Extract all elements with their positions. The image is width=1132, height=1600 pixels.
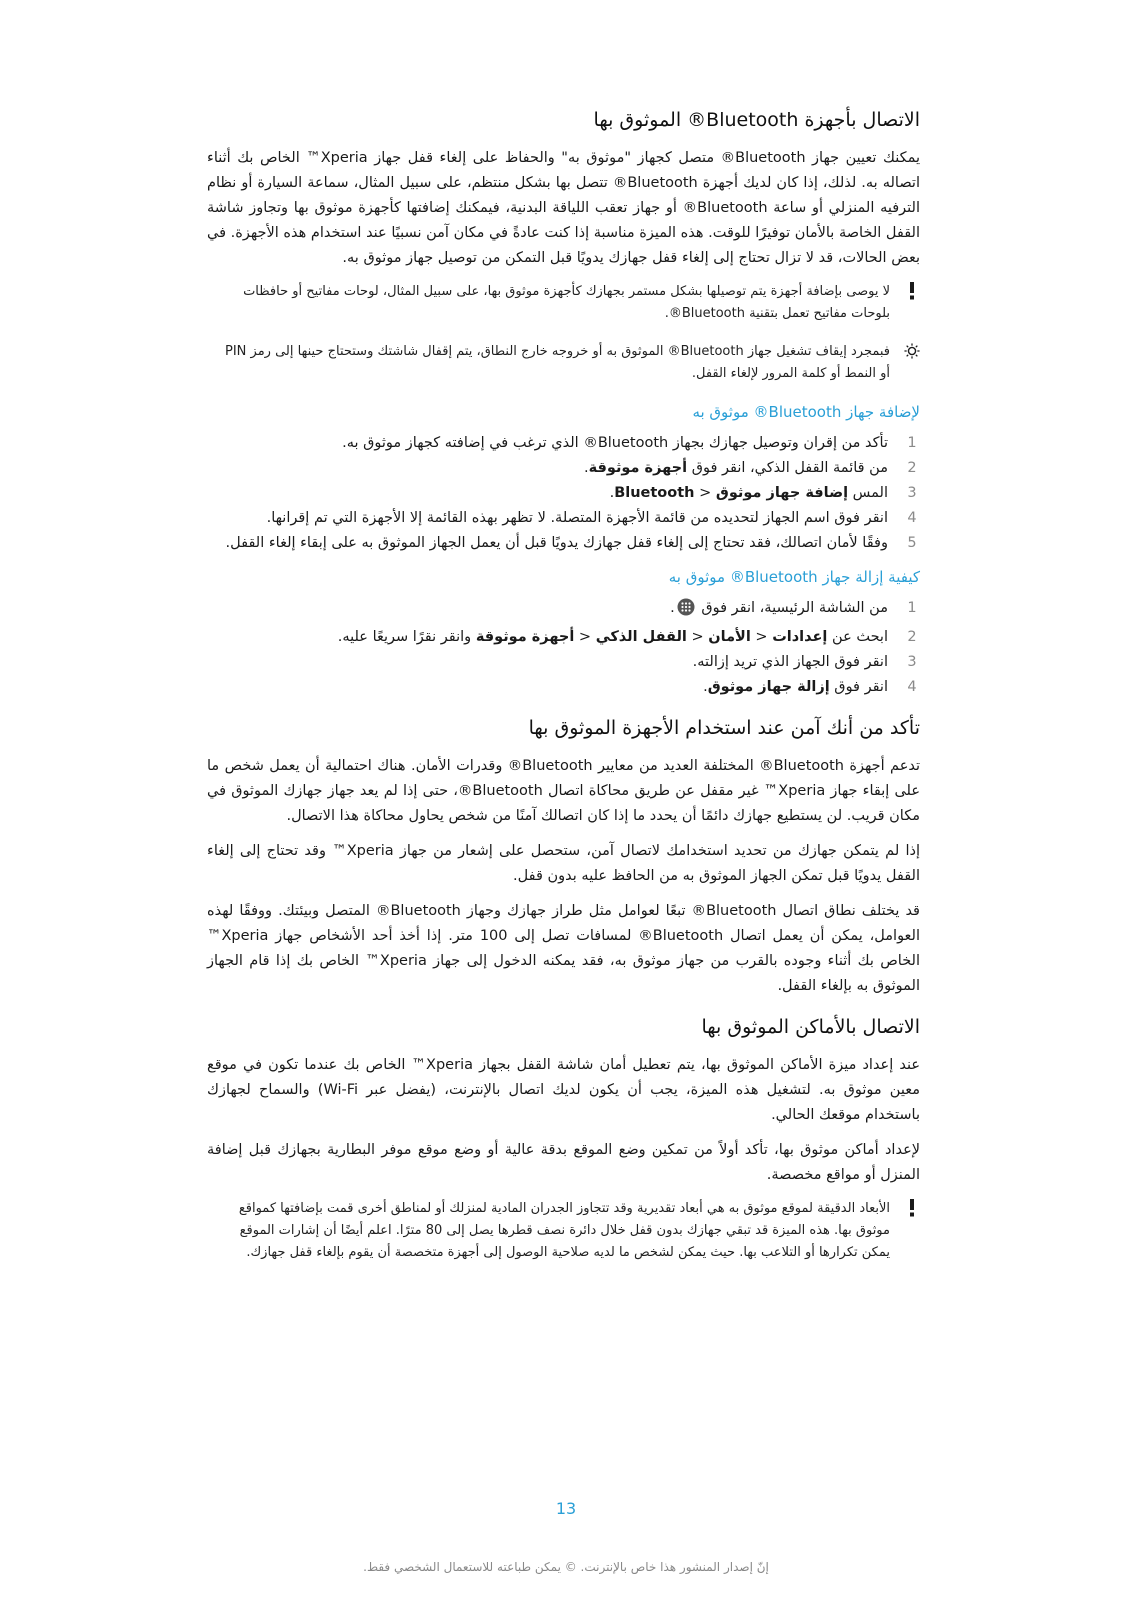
tip-note-text: فبمجرد إيقاف تشغيل جهاز Bluetooth® الموثوق به أو خروجه خارج النطاق، يتم إقفال شاشتك وستحتاج حينها إلى رمز PIN أو النمط أو كلمة المرور لإلغاء القفل. — [225, 344, 890, 381]
places-warning-text: الأبعاد الدقيقة لموقع موثوق به هي أبعاد تقديرية وقد تتجاوز الجدران المادية لمنزلك أو لمناطق أخرى قمت بإضافتها كمواقع موثوق بها. هذه الميزة قد تبقي جهازك بدون قفل خلال دائرة نصف قطرها يصل إلى 80 مترًا. اعلم أيضًا أن إشارات الموقع يمكن تكرارها أو التلاعب بها. حيث يمكن لشخص ما لديه صلاحية الوصول إلى أجهزة متخصصة أن يقوم بإلغاء قفل جهازك. — [238, 1201, 890, 1260]
subtitle-add-trusted-device: لإضافة جهاز Bluetooth® موثوق به — [692, 403, 920, 421]
places-paragraph-1: عند إعداد ميزة الأماكن الموثوق بها، يتم تعطيل أمان شاشة القفل بجهاز Xperia™ الخاص بك عندما تكون في موقع معين موثوق به. لتشغيل هذه الميزة، يجب أن يكون لديك اتصال بالإنترنت، (يفضل عبر Wi-Fi) والسماح لجهازك باستخدام موقعك الحالي. — [207, 1057, 920, 1123]
step-item: 3 المس إضافة جهاز موثوق < Bluetooth. — [609, 485, 917, 501]
page-content — [207, 106, 920, 1280]
step-item: 1 تأكد من إقران وتوصيل جهازك بجهاز Bluetooth® الذي ترغب في إضافته كجهاز موثوق به. — [342, 435, 917, 451]
step-item: 5 وفقًا لأمان اتصالك، فقد تحتاج إلى إلغاء قفل جهازك يدويًا قبل أن يعمل الجهاز الموثوق به على إبقاء إلغاء القفل. — [225, 535, 917, 551]
places-paragraph-2: لإعداد أماكن موثوق بها، تأكد أولاً من تمكين وضع الموقع بدقة عالية أو وضع موقع موفر البطارية بجهازك قبل إضافة المنزل أو مواقع مخصصة. — [207, 1142, 920, 1183]
tip-note — [207, 341, 920, 385]
page-footer: إنّ إصدار المنشور هذا خاص بالإنترنت. © يمكن طباعته للاستعمال الشخصي فقط. — [363, 1560, 769, 1574]
warning-note-text: لا يوصى بإضافة أجهزة يتم توصيلها بشكل مستمر بجهازك كأجهزة موثوق بها، على سبيل المثال، لوحات مفاتيح أو حافظات بلوحات مفاتيح تعمل بتقنية Bluetooth®. — [243, 284, 890, 321]
section-title-safety: تأكد من أنك آمن عند استخدام الأجهزة الموثوق بها — [528, 717, 920, 739]
step-item: 2 من قائمة القفل الذكي، انقر فوق أجهزة موثوقة. — [583, 460, 917, 476]
warning-note — [207, 281, 920, 325]
exclamation-icon — [904, 1199, 920, 1219]
section-title-trusted-places: الاتصال بالأماكن الموثوق بها — [701, 1016, 920, 1038]
section-title-bluetooth: الاتصال بأجهزة Bluetooth® الموثوق بها — [593, 109, 920, 131]
remove-device-steps — [207, 596, 920, 700]
step-item: 4 انقر فوق إزالة جهاز موثوق. — [703, 679, 917, 695]
safety-paragraph-1: تدعم أجهزة Bluetooth® المختلفة العديد من معايير Bluetooth® وقدرات الأمان. هناك احتمالية أن يعمل شخص ما على إبقاء جهاز Xperia™ غير مقفل عن طريق محاكاة اتصال Bluetooth®، حتى إذا لم يعد جهاز جهازك الموثوق في مكان قريب. لن يستطيع جهازك دائمًا أن يحدد ما إذا كان اتصالك آمنًا من شخص يحاول محاكاة هذا الاتصال. — [207, 758, 920, 824]
safety-paragraph-2: إذا لم يتمكن جهازك من تحديد استخدامك لاتصال آمن، ستحصل على إشعار من جهاز Xperia™ وقد تحتاج إلى إلغاء القفل يدويًا قبل تمكن الجهاز الموثوق به من الحافظ عليه بدون قفل. — [207, 843, 920, 884]
lightbulb-icon — [904, 342, 920, 362]
app-grid-icon — [677, 598, 695, 625]
step-item: 3 انقر فوق الجهاز الذي تريد إزالته. — [692, 654, 917, 670]
step-item: 2 ابحث عن إعدادات < الأمان < القفل الذكي < أجهزة موثوقة وانقر نقرًا سريعًا عليه. — [337, 629, 917, 645]
add-device-steps — [207, 431, 920, 556]
places-warning-note — [207, 1198, 920, 1264]
exclamation-icon — [904, 282, 920, 302]
bluetooth-intro-paragraph: يمكنك تعيين جهاز Bluetooth® متصل كجهاز "موثوق به" والحفاظ على إلغاء قفل جهاز Xperia™ الخاص بك أثناء اتصاله به. لذلك، إذا كان لديك أجهزة Bluetooth® تتصل بها بشكل منتظم، على سبيل المثال، سماعة السيارة أو نظام الترفيه المنزلي أو ساعة Bluetooth® أو جهاز تعقب اللياقة البدنية، فيمكنك إضافتها كأجهزة موثوق بها وتجاوز شاشة القفل الخاصة بالأمان توفيرًا للوقت. هذه الميزة مناسبة إذا كنت عادةً في مكان آمن نسبيًا عند استخدام هذه الأجهزة. في بعض الحالات، قد لا تزال تحتاج إلى إلغاء قفل جهازك يدويًا قبل التمكن من توصيل جهاز موثوق به. — [207, 150, 920, 266]
subtitle-remove-trusted-device: كيفية إزالة جهاز Bluetooth® موثوق به — [668, 568, 920, 586]
safety-paragraph-3: قد يختلف نطاق اتصال Bluetooth® تبعًا لعوامل مثل طراز جهازك وجهاز Bluetooth® المتصل وبيئتك. ووفقًا لهذه العوامل، يمكن أن يعمل اتصال Bluetooth® لمسافات تصل إلى 100 متر. إذا أخذ أحد الأشخاص جهاز Xperia™ الخاص بك أثناء وجوده بالقرب من جهاز موثوق به، فقد يمكنه الدخول إلى جهاز Xperia™ الخاص بك إذا قام الجهاز الموثوق به بإلغاء القفل. — [207, 903, 920, 994]
step-item: 4 انقر فوق اسم الجهاز لتحديده من قائمة الأجهزة المتصلة. لا تظهر بهذه القائمة إلا الأجهزة التي تم إقرانها. — [266, 510, 917, 526]
page-number: 13 — [555, 1499, 577, 1518]
step-item: 1 من الشاشة الرئيسية، انقر فوق . — [207, 596, 920, 625]
